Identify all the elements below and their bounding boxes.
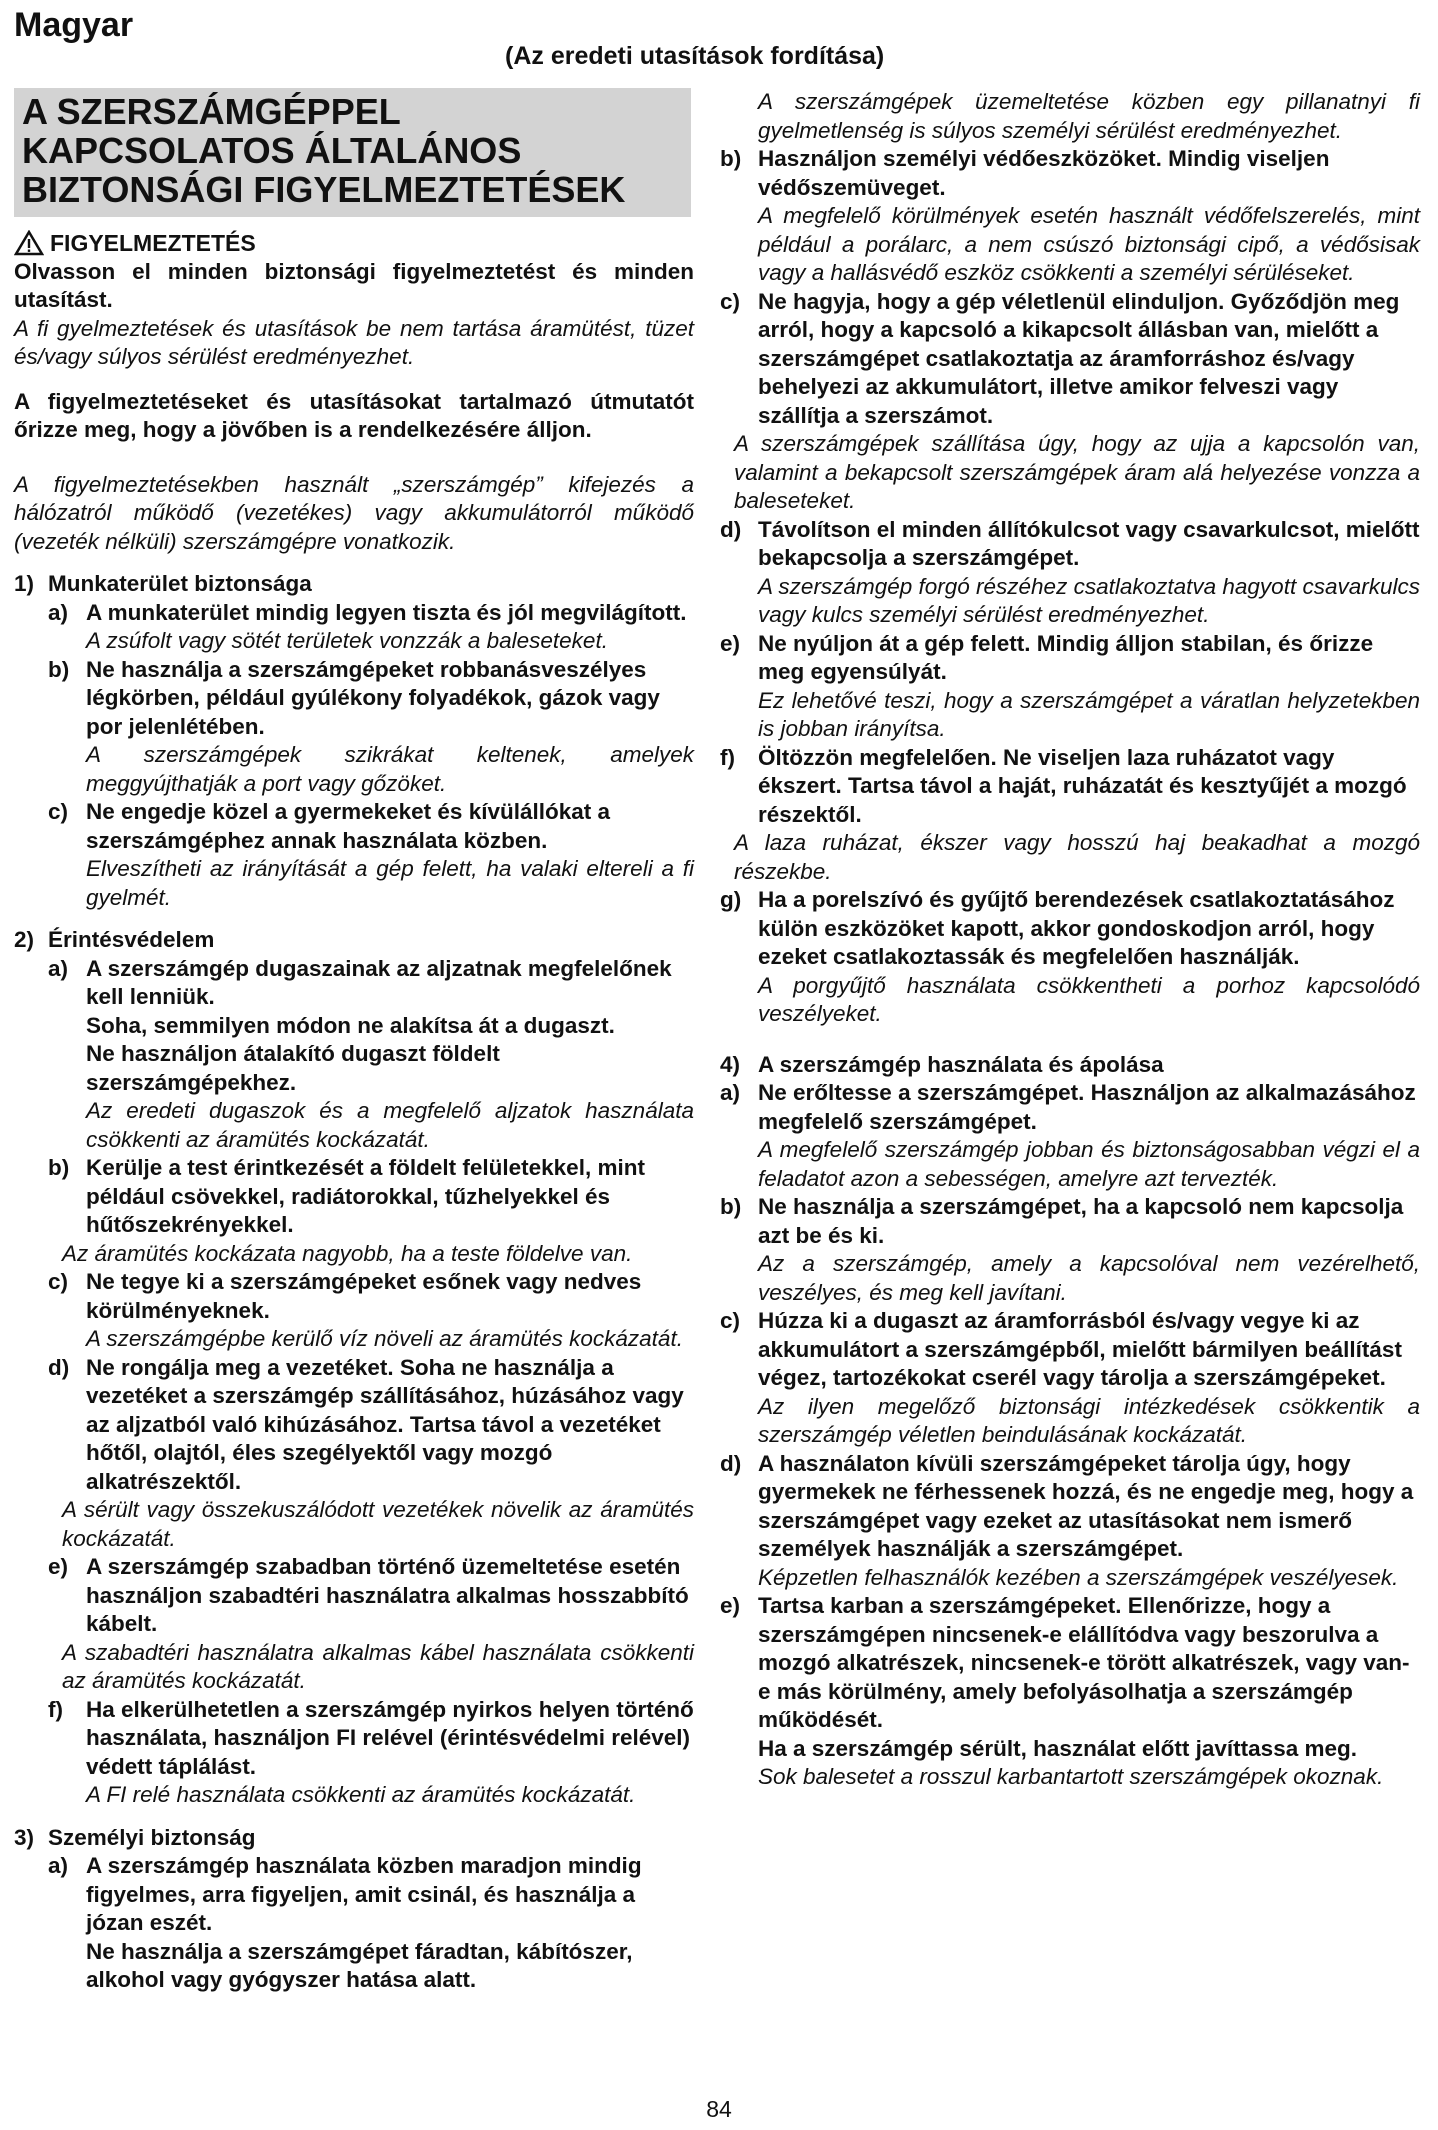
list-item: e) Tartsa karban a szerszámgépeket. Ellenőrizze, hogy a szerszámgépen nincsenek-e elállítódva vagy beszorulva a mozgó alkatrészek, nincsenek-e törött alkatrészek, vagy van-e más körülmény, amely befolyásolhatja a szerszámgép működését. Ha a szerszámgép sérült, használat előtt javíttassa meg.: [720, 1593, 1410, 1761]
warning-italic-text: A fi gyelmeztetések és utasítások be nem tartása áramütést, tüzet és/vagy súlyos sérülést eredményezhet.: [14, 315, 694, 369]
list-item: b) Ne használja a szerszámgépet, ha a kapcsoló nem kapcsolja azt be és ki.: [720, 1194, 1404, 1248]
item-note: A szerszámgépek üzemeltetése közben egy pillanatnyi fi gyelmetlenség is súlyos személyi sérülést eredményezhet.: [758, 89, 1420, 143]
item-note: A sérült vagy összekuszálódott vezetékek növelik az áramütés kockázatát.: [62, 1497, 694, 1551]
page-number: 84: [706, 2096, 732, 2122]
item-note: A szerszámgép forgó részéhez csatlakoztatva hagyott csavarkulcs vagy kulcs személyi sérülést eredményezhet.: [758, 573, 1420, 627]
item-note: A FI relé használata csökkenti az áramütés kockázatát.: [86, 1782, 636, 1807]
list-item: e) A szerszámgép szabadban történő üzemeltetése esetén használjon szabadtéri használatra alkalmas hosszabbító kábelt.: [48, 1554, 689, 1636]
definition-text: A figyelmeztetésekben használt „szerszámgép” kifejezés a hálózatról működő (vezetékes) vagy akkumulátorról működő (vezeték nélküli) szerszámgépre vonatkozik.: [14, 471, 694, 554]
item-note: Az ilyen megelőző biztonsági intézkedések csökkentik a szerszámgép véletlen beindulásának kockázatát.: [758, 1393, 1420, 1447]
list-item: e) Ne nyúljon át a gép felett. Mindig álljon stabilan, és őrizze meg egyensúlyát.: [720, 630, 1374, 684]
list-item: b) Használjon személyi védőeszközöket. Mindig viseljen védőszemüveget.: [720, 146, 1330, 200]
translation-note: (Az eredeti utasítások fordítása): [505, 42, 885, 70]
list-item: c) Ne tegye ki a szerszámgépeket esőnek vagy nedves körülményeknek.: [48, 1269, 642, 1323]
list-item: f) Öltözzön megfelelően. Ne viseljen laza ruházatot vagy ékszert. Tartsa távol a haját, ruházatát és kesztyűjét a mozgó részektől.: [720, 744, 1407, 827]
item-note: A szerszámgépbe kerülő víz növeli az áramütés kockázatát.: [86, 1326, 683, 1351]
list-item: a) A szerszámgép használata közben maradjon mindig figyelmes, arra figyeljen, amit csinál, és használja a józan eszét. Ne használja a szerszámgépet fáradtan, kábítószer, alkohol vagy gyógyszer hatása alatt.: [48, 1853, 642, 1992]
item-note: Az eredeti dugaszok és a megfelelő aljzatok használata csökkenti az áramütés kockázatát.: [86, 1098, 694, 1152]
banner-line: BIZTONSÁGI FIGYELMEZTETÉSEK: [22, 169, 626, 210]
list-item: a) A szerszámgép dugaszainak az aljzatnak megfelelőnek kell lenniük. Soha, semmilyen módon ne alakítsa át a dugaszt. Ne használjon átalakító dugaszt földelt szerszámgépekhez.: [48, 955, 672, 1095]
list-item: f) Ha elkerülhetetlen a szerszámgép nyirkos helyen történő használata, használjon FI relével (érintésvédelmi relével) védett táplálást.: [48, 1696, 694, 1779]
section-heading: 4) A szerszámgép használata és ápolása: [720, 1051, 1164, 1077]
section-heading: 2) Érintésvédelem: [14, 927, 215, 952]
item-note: A porgyűjtő használata csökkentheti a porhoz kapcsolódó veszélyeket.: [758, 972, 1420, 1026]
warning-label: FIGYELMEZTETÉS: [50, 230, 256, 256]
item-note: A megfelelő körülmények esetén használt védőfelszerelés, mint például a porálarc, a nem csúszó biztonsági cipő, a védősisak vagy a hallásvédő eszköz csökkenti a személyi sérüléseket.: [758, 203, 1420, 285]
item-note: Képzetlen felhasználók kezében a szerszámgépek veszélyesek.: [758, 1564, 1399, 1590]
list-item: a) Ne erőltesse a szerszámgépet. Használjon az alkalmazásához megfelelő szerszámgépet.: [720, 1080, 1416, 1134]
list-item: g) Ha a porelszívó és gyűjtő berendezések csatlakoztatásához külön eszközöket kapott, akkor gondoskodjon arról, hogy ezeket csatlakoztassák és megfelelően használják.: [720, 887, 1395, 969]
list-item: d) Távolítson el minden állítókulcsot vagy csavarkulcsot, mielőtt bekapcsolja a szerszámgépet.: [720, 516, 1420, 570]
warning-triangle-icon: [14, 230, 44, 256]
item-note: Az áramütés kockázata nagyobb, ha a teste földelve van.: [62, 1240, 633, 1266]
language-heading: Magyar: [14, 6, 134, 44]
section-heading: 3) Személyi biztonság: [14, 1824, 256, 1850]
section-heading: 1) Munkaterület biztonsága: [14, 571, 312, 596]
item-note: Elveszítheti az irányítását a gép felett, ha valaki eltereli a fi gyelmét.: [86, 856, 694, 910]
list-item: c) Húzza ki a dugaszt az áramforrásból és/vagy vegye ki az akkumulátort a szerszámgépből, mielőtt bármilyen beállítást végez, tartozékokat cserél vagy tárolja a szerszámgépeket.: [720, 1308, 1402, 1390]
warning-bold-text: Olvasson el minden biztonsági figyelmeztetést és minden utasítást.: [14, 258, 694, 312]
keep-instructions-text: A figyelmeztetéseket és utasításokat tartalmazó útmutatót őrizze meg, hogy a jövőben is a rendelkezésére álljon.: [14, 388, 694, 442]
list-item: c) Ne engedje közel a gyermekeket és kívülállókat a szerszámgéphez annak használata közben.: [48, 799, 611, 853]
list-item: d) A használaton kívüli szerszámgépeket tárolja úgy, hogy gyermekek ne férhessenek hozzá, és ne engedje meg, hogy a szerszámgépet vagy ezeket az utasításokat nem ismerő személyek használják a szerszámgépet.: [720, 1450, 1414, 1561]
item-note: Az a szerszámgép, amely a kapcsolóval nem vezérelhető, veszélyes, és meg kell javítani.: [758, 1251, 1420, 1305]
warning-heading: [14, 229, 694, 258]
item-note: Ez lehetővé teszi, hogy a szerszámgépet a váratlan helyzetekben is jobban irányítsa.: [758, 687, 1420, 741]
item-note: A zsúfolt vagy sötét területek vonzzák a baleseteket.: [86, 628, 608, 653]
item-note: Sok balesetet a rosszul karbantartott szerszámgépek okoznak.: [758, 1764, 1384, 1789]
list-item: a) A munkaterület mindig legyen tiszta és jól megvilágított.: [48, 599, 687, 625]
safety-banner: [14, 88, 691, 217]
item-note: A szerszámgépek szikrákat keltenek, amelyek meggyújthatják a port vagy gőzöket.: [86, 742, 694, 796]
banner-line: A SZERSZÁMGÉPPEL: [22, 91, 401, 132]
list-item: b) Kerülje a test érintkezését a földelt felületekkel, mint például csövekkel, radiátorokkal, tűzhelyekkel és hűtőszekrényekkel.: [48, 1155, 645, 1237]
item-note: A szabadtéri használatra alkalmas kábel használata csökkenti az áramütés kockázatát.: [62, 1639, 694, 1693]
list-item: c) Ne hagyja, hogy a gép véletlenül elinduljon. Győződjön meg arról, hogy a kapcsoló a kikapcsolt állásban van, mielőtt a szerszámgépet csatlakoztatja az áramforráshoz és/vagy behelyezi az akkumulátort, illetve amikor felveszi vagy szállítja a szerszámot.: [720, 288, 1400, 428]
item-note: A megfelelő szerszámgép jobban és biztonságosabban végzi el a feladatot azon a sebességen, amelyre azt tervezték.: [758, 1137, 1420, 1191]
list-item: b) Ne használja a szerszámgépeket robbanásveszélyes légkörben, például gyúlékony folyadékok, gázok vagy por jelenlétében.: [48, 656, 660, 739]
item-note: A szerszámgépek szállítása úgy, hogy az ujja a kapcsolón van, valamint a bekapcsolt szerszámgépek áram alá helyezése vonzza a baleseteket.: [734, 431, 1420, 513]
item-note: A laza ruházat, ékszer vagy hosszú haj beakadhat a mozgó részekbe.: [734, 830, 1420, 884]
list-item: d) Ne rongálja meg a vezetéket. Soha ne használja a vezetéket a szerszámgép szállításához, húzásához vagy az aljzatból való kihúzásához. Tartsa távol a vezetéket hőtől, olajtól, éles szegélyektől vagy mozgó alkatrészektől.: [48, 1354, 684, 1494]
banner-line: KAPCSOLATOS ÁLTALÁNOS: [22, 130, 522, 171]
right-column: [720, 88, 1420, 1792]
left-column: [14, 88, 694, 1995]
